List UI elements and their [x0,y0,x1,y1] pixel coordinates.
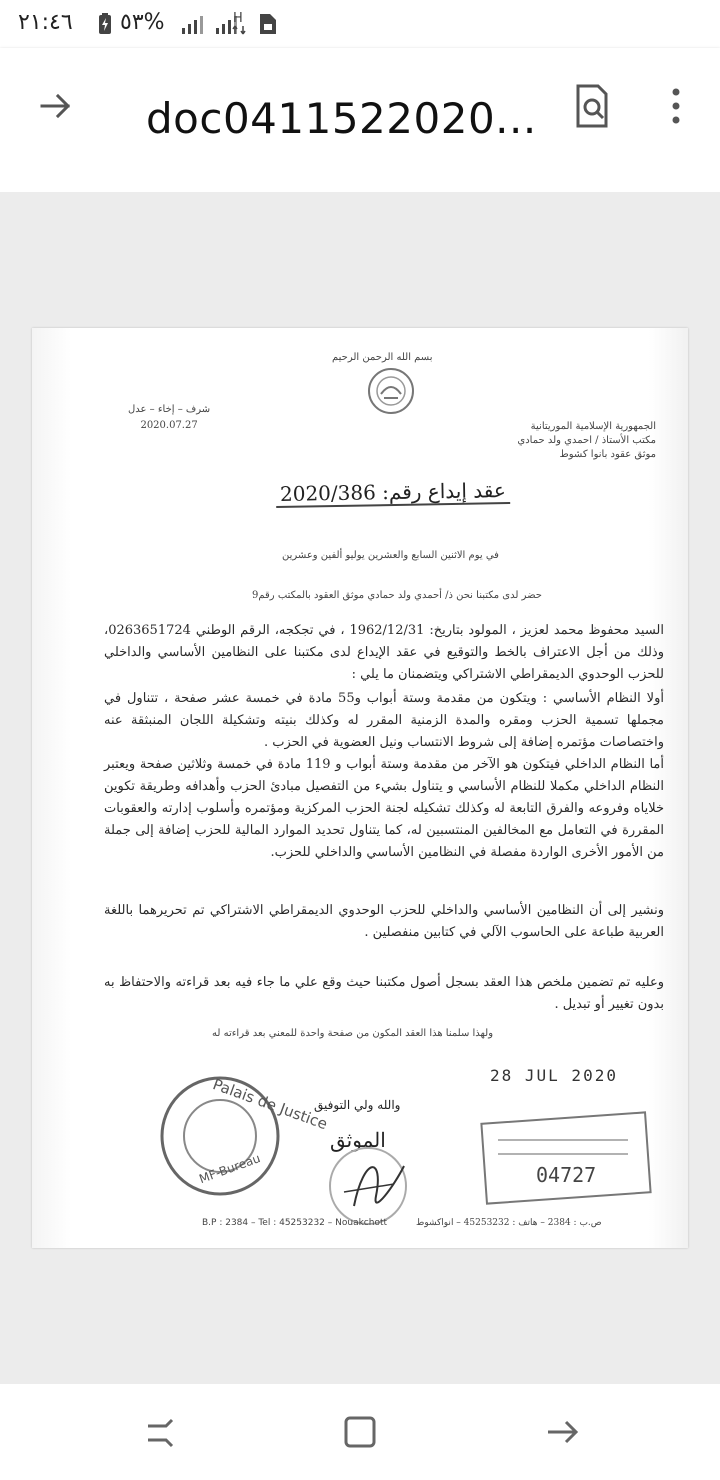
court-stamp [156,1072,330,1200]
notary-signature [324,1136,424,1228]
back-icon[interactable] [542,1412,582,1452]
footer-left-address: B.P : 2384 – Tel : 45253232 – Nouakchott [202,1218,388,1228]
header-date: 2020.07.27 [140,420,198,431]
header-right-block [517,420,656,462]
more-vert-icon[interactable] [664,86,688,126]
stamp-left-text: Palais de Justice [210,1075,330,1134]
clock: ٢١:٤٦ [18,10,73,35]
status-bar [0,0,720,48]
navigation-bar [0,1384,720,1480]
wallahu-line: والله ولي التوفيق [314,1098,401,1112]
paragraph-note: ونشير إلى أن النظامين الأساسي والداخلي للحزب الوحدوي الديمقراطي الاشتراكي تم تحريرهما باللغة العربية طباعة على الحاسوب الآلي في كتابين منفصلين . [104,903,664,940]
deed-day-line: في يوم الاثنين السابع والعشرين يوليو ألفين وعشرين [282,550,499,561]
app-bar [0,48,720,192]
notary-label: الموثق [330,1128,386,1152]
home-icon[interactable] [340,1412,380,1452]
date-stamp: 28 JUL 2020 [490,1066,618,1085]
signal-icon [180,12,210,40]
header-motto: شرف – إخاء – عدل [128,404,211,415]
state-seal-icon [366,366,416,416]
document-page[interactable] [32,328,688,1248]
battery-saver-icon [96,12,116,36]
header-office: مكتب الأستاذ / احمدي ولد حمادي [517,435,656,446]
notary-office-stamp [478,1110,654,1206]
paragraph-statute: أولا النظام الأساسي : ويتكون من مقدمة وستة أبواب و55 مادة في خمسة عشر صفحة ، تتناول في مجملها تسمية الحزب ومقره والمدة الزمنية المقرر له وكذلك بنيته وتشكيلة اللجان المنبثقة عنه واختصاصات مؤتمره إضافة إلى شروط الانتساب ونيل العضوية في الحزب . [104,691,664,750]
closing-line: ولهذا سلمنا هذا العقد المكون من صفحة واحدة للمعني بعد قراءته له [212,1028,494,1039]
paragraph-conclusion: وعليه تم تضمين ملخص هذا العقد بسجل أصول مكتبنا حيث وقع علي ما جاء فيه بعد قراءته والاحتفاظ به بدون تغيير أو تبديل . [104,975,664,1012]
sim-icon [256,12,278,40]
footer-right-address: ص.ب : 2384 – هاتف : 45253232 – انواكشوط [416,1218,602,1228]
header-left-block [128,402,210,434]
deed-attend-line: حضر لدى مكتبنا نحن ذ/ أحمدي ولد حمادي موثق العقود بالمكتب رقم9 [252,590,542,601]
recent-apps-icon[interactable] [140,1412,180,1452]
document-viewer[interactable] [0,192,720,1384]
find-in-page-icon[interactable] [572,84,612,128]
svg-text:H: H [233,11,243,26]
h-network-icon [230,8,250,40]
document-title: doc0411522020... [146,94,537,143]
header-notary: موثق عقود بانوا كشوط [559,449,656,460]
stamp-left-sub: MF-Bureau [197,1151,263,1187]
header-country: الجمهورية الإسلامية الموريتانية [530,421,656,432]
stamp-right-number: 04727 [536,1163,597,1187]
battery-percent: ٥٣% [120,10,165,35]
paragraph-internal-rules: أما النظام الداخلي فيتكون هو الآخر من مقدمة وستة أبواب و 119 مادة في خمسة وثلاثين صفحة ويعتبر النظام الداخلي مكملا للنظام الأساسي و يتناول بشيء من التفصيل مبادئ الحزب وأهدافه وطريقة تكوين خلاياه وفروعه والفرق التابعة له وكذلك تشكيله لجنة الحزب المركزية ومؤتمره وأسلوب إدارته والعقوبات المقررة في التعامل مع المخالفين المنتسبين له، كما يتناول تحديد الموارد المالية للحزب إضافة إلى جملة من الأمور الأخرى الواردة مفصلة في النظامين الأساسي والداخلي للحزب. [104,757,664,860]
arrow-right-icon[interactable] [38,88,74,124]
bismillah: بسم الله الرحمن الرحيم [332,352,433,363]
deed-title: عقد إيداع رقم: 2020/386 [276,478,510,508]
paragraph-intro: السيد محفوظ محمد لعزيز ، المولود بتاريخ: 1962/12/31 ، في تجكجه، الرقم الوطني 0263651724، وذلك من أجل الاعتراف بالخط والتوقيع في عقد الإيداع لدى مكتبنا على النظامين الأساسي والداخلي للحزب الوحدوي الديمقراطي الاشتراكي ويتضمنان ما يلي : [104,623,664,682]
